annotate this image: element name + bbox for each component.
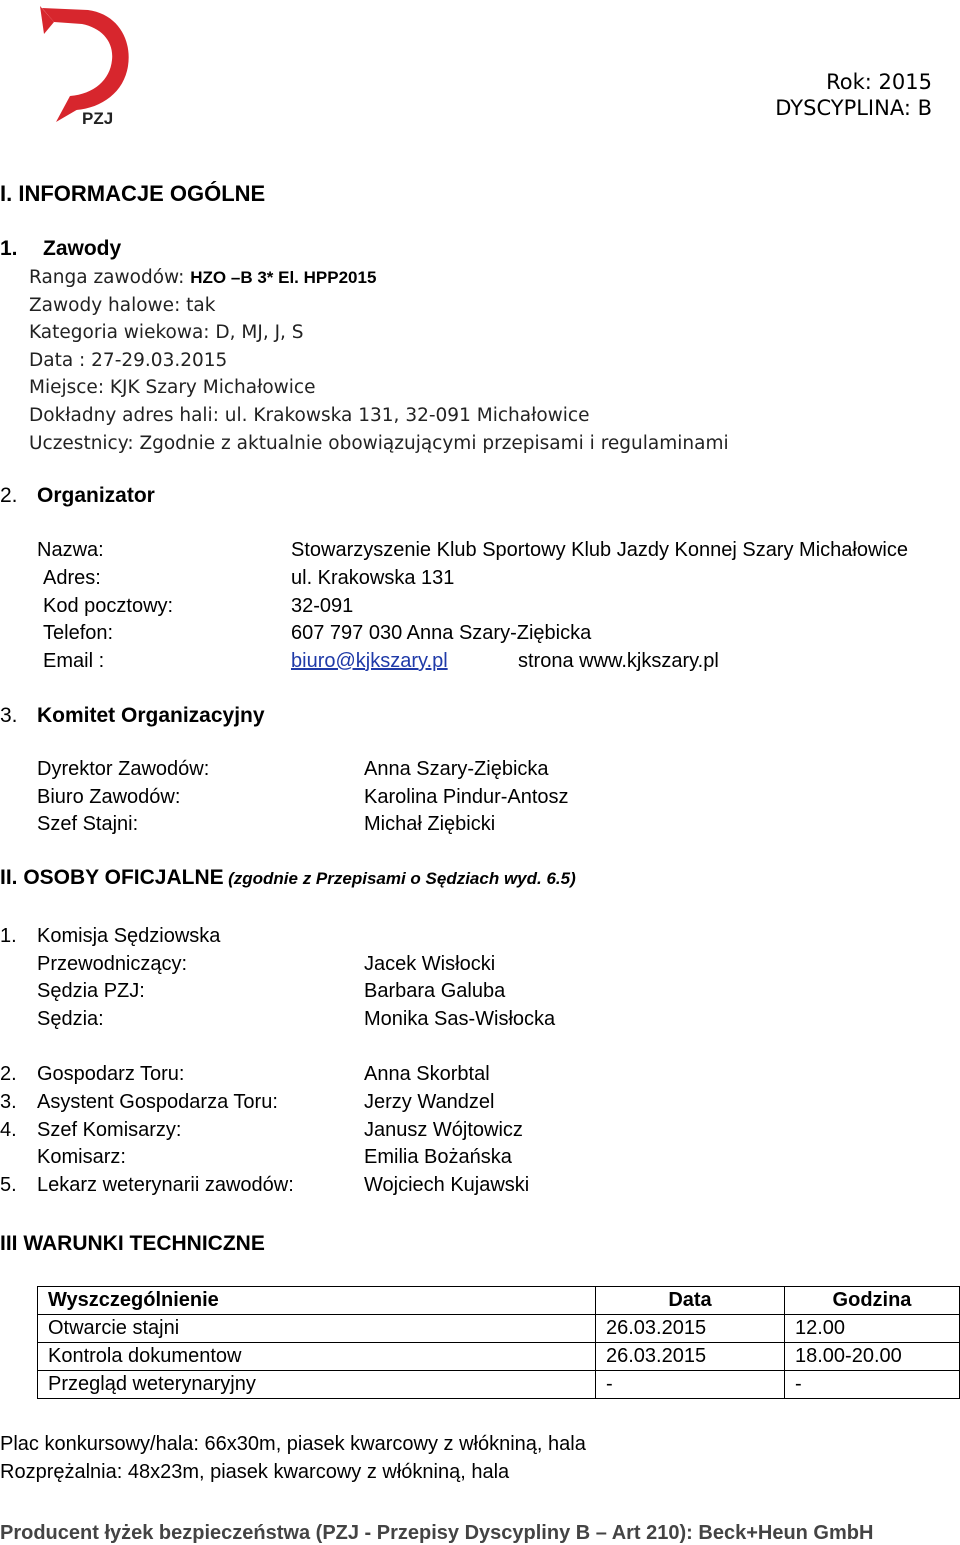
table-cell: - — [785, 1371, 960, 1399]
stirrup-producer-footer: Producent łyżek bezpieczeństwa (PZJ - Przepisy Dyscypliny B – Art 210): Beck+Heun GmbH — [0, 1522, 874, 1544]
section-2-title-note: (zgodnie z Przepisami o Sędziach wyd. 6.5) — [228, 869, 576, 888]
official-label: Komisja Sędziowska — [37, 925, 221, 947]
table-header-cell: Wyszczególnienie — [38, 1287, 596, 1315]
official-value: Monika Sas-Wisłocka — [364, 1008, 556, 1030]
organizer-heading: Organizator — [37, 484, 155, 507]
committee-value: Karolina Pindur-Antosz — [364, 786, 569, 808]
section-1-title: I. INFORMACJE OGÓLNE — [0, 181, 266, 206]
official-value: Wojciech Kujawski — [364, 1174, 530, 1196]
section-2-title-line — [0, 866, 576, 890]
table-cell: 12.00 — [785, 1315, 960, 1343]
committee-value: Anna Szary-Ziębicka — [364, 758, 549, 780]
participants-line: Uczestnicy: Zgodnie z aktualnie obowiązującymi przepisami i regulaminami — [29, 433, 729, 454]
official-label: Szef Komisarzy: — [37, 1119, 182, 1141]
competition-heading-num: 1. — [0, 237, 18, 260]
org-name-value: Stowarzyszenie Klub Sportowy Klub Jazdy Konnej Szary Michałowice — [291, 539, 908, 561]
table-cell: Przegląd weterynaryjny — [38, 1371, 596, 1399]
section-2-title: II. OSOBY OFICJALNE — [0, 866, 224, 889]
table-header-cell: Data — [596, 1287, 785, 1315]
pzj-logo — [36, 4, 132, 128]
indoor-line: Zawody halowe: tak — [29, 295, 216, 316]
org-zip-value: 32-091 — [291, 595, 354, 617]
official-value: Barbara Galuba — [364, 980, 506, 1002]
place-line: Miejsce: KJK Szary Michałowice — [29, 377, 316, 398]
committee-label: Dyrektor Zawodów: — [37, 758, 210, 780]
official-value: Jacek Wisłocki — [364, 953, 496, 975]
org-address-value: ul. Krakowska 131 — [291, 567, 455, 589]
section-3-title: III WARUNKI TECHNICZNE — [0, 1232, 265, 1255]
official-num: 4. — [0, 1119, 17, 1141]
official-label: Asystent Gospodarza Toru: — [37, 1091, 278, 1113]
official-num: 3. — [0, 1091, 17, 1113]
official-value: Jerzy Wandzel — [364, 1091, 495, 1113]
table-row — [38, 1315, 960, 1343]
committee-heading-num: 3. — [0, 704, 18, 727]
official-label: Sędzia PZJ: — [37, 980, 145, 1002]
header-year: Rok: 2015 — [826, 70, 932, 94]
official-label: Gospodarz Toru: — [37, 1063, 185, 1085]
table-cell: Kontrola dokumentow — [38, 1343, 596, 1371]
org-email-link[interactable]: biuro@kjkszary.pl — [291, 650, 448, 672]
arena-info: Plac konkursowy/hala: 66x30m, piasek kwarcowy z włókniną, hala — [0, 1433, 586, 1455]
address-line: Dokładny adres hali: ul. Krakowska 131, 32-091 Michałowice — [29, 405, 590, 426]
table-cell: - — [596, 1371, 785, 1399]
table-cell: 26.03.2015 — [596, 1315, 785, 1343]
official-label: Lekarz weterynarii zawodów: — [37, 1174, 294, 1196]
header-discipline: DYSCYPLINA: B — [775, 96, 932, 120]
table-row — [38, 1343, 960, 1371]
org-address-label: Adres: — [43, 567, 101, 589]
technical-table — [37, 1286, 960, 1399]
competition-heading: Zawody — [43, 237, 122, 260]
table-header-cell: Godzina — [785, 1287, 960, 1315]
official-num: 1. — [0, 925, 17, 947]
committee-heading: Komitet Organizacyjny — [37, 704, 265, 727]
official-label: Przewodniczący: — [37, 953, 188, 975]
warmup-info: Rozprężalnia: 48x23m, piasek kwarcowy z włókniną, hala — [0, 1461, 510, 1483]
organizer-heading-num: 2. — [0, 484, 18, 507]
rank-line — [29, 267, 376, 288]
rank-label: Ranga zawodów: — [29, 267, 191, 288]
org-phone-value: 607 797 030 Anna Szary-Ziębicka — [291, 622, 592, 644]
official-label: Sędzia: — [37, 1008, 104, 1030]
org-zip-label: Kod pocztowy: — [43, 595, 174, 617]
age-line: Kategoria wiekowa: D, MJ, J, S — [29, 322, 304, 343]
pzj-logo-icon — [36, 4, 132, 128]
table-cell: 18.00-20.00 — [785, 1343, 960, 1371]
committee-value: Michał Ziębicki — [364, 813, 496, 835]
logo-text: PZJ — [82, 109, 114, 128]
org-website: strona www.kjkszary.pl — [518, 650, 719, 672]
table-header-row — [38, 1287, 960, 1315]
committee-label: Szef Stajni: — [37, 813, 139, 835]
date-line: Data : 27-29.03.2015 — [29, 350, 228, 371]
table-row — [38, 1371, 960, 1399]
rank-value: HZO –B 3* El. HPP2015 — [190, 268, 377, 287]
committee-label: Biuro Zawodów: — [37, 786, 181, 808]
official-value: Emilia Bożańska — [364, 1146, 512, 1168]
official-num: 5. — [0, 1174, 17, 1196]
official-num: 2. — [0, 1063, 17, 1085]
org-name-label: Nazwa: — [37, 539, 104, 561]
table-cell: 26.03.2015 — [596, 1343, 785, 1371]
official-value: Janusz Wójtowicz — [364, 1119, 523, 1141]
official-label: Komisarz: — [37, 1146, 126, 1168]
org-phone-label: Telefon: — [43, 622, 114, 644]
org-email-label: Email : — [43, 650, 105, 672]
official-value: Anna Skorbtal — [364, 1063, 490, 1085]
table-cell: Otwarcie stajni — [38, 1315, 596, 1343]
